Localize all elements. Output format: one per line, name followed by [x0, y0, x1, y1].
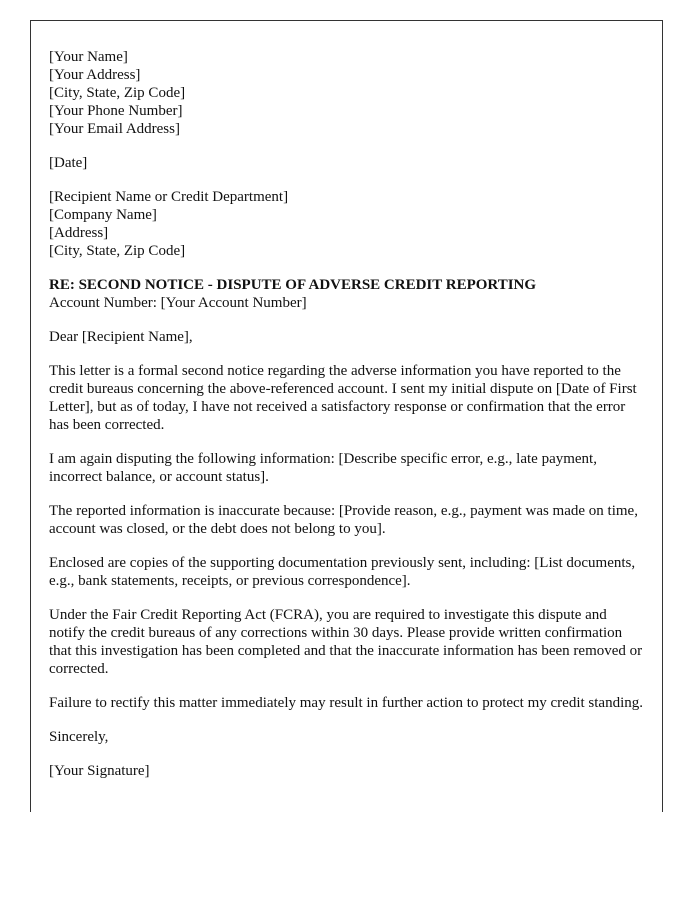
- subject-line: RE: SECOND NOTICE - DISPUTE OF ADVERSE CREDIT REPORTING: [49, 277, 537, 293]
- sender-block: [49, 48, 644, 138]
- sender-phone: [Your Phone Number]: [49, 103, 183, 119]
- sender-address: [Your Address]: [49, 67, 141, 83]
- body-paragraph: Under the Fair Credit Reporting Act (FCRA), you are required to investigate this dispute and notify the credit bureaus of any corrections within 30 days. Please provide written confirmation that this investigation has been completed and that the inaccurate information has been removed or corrected.: [49, 607, 643, 677]
- sender-name: [Your Name]: [49, 49, 128, 65]
- letter-page: [30, 20, 663, 812]
- body-paragraph: Enclosed are copies of the supporting documentation previously sent, including: [List documents, e.g., bank statements, receipts, or previous correspondence].: [49, 555, 636, 589]
- sender-email: [Your Email Address]: [49, 121, 180, 137]
- salutation: Dear [Recipient Name],: [49, 329, 193, 345]
- closing: Sincerely,: [49, 729, 109, 745]
- recipient-city: [City, State, Zip Code]: [49, 243, 186, 259]
- letter-date: [Date]: [49, 155, 88, 171]
- body-paragraph: This letter is a formal second notice regarding the adverse information you have reported to the credit bureaus concerning the above-referenced account. I sent my initial dispute on [Date of First Letter], but as of today, I have not received a satisfactory response or confirmation that the error has been corrected.: [49, 363, 637, 433]
- account-number: Account Number: [Your Account Number]: [49, 295, 307, 311]
- body-paragraph: I am again disputing the following information: [Describe specific error, e.g., late payment, incorrect balance, or account status].: [49, 451, 597, 485]
- sender-city: [City, State, Zip Code]: [49, 85, 186, 101]
- recipient-block: [49, 188, 644, 260]
- recipient-company: [Company Name]: [49, 207, 157, 223]
- body-paragraph: The reported information is inaccurate because: [Provide reason, e.g., payment was made on time, account was closed, or the debt does not belong to you].: [49, 503, 638, 537]
- recipient-address: [Address]: [49, 225, 109, 241]
- signature: [Your Signature]: [49, 763, 150, 779]
- body-paragraph: Failure to rectify this matter immediately may result in further action to protect my credit standing.: [49, 695, 643, 711]
- recipient-name: [Recipient Name or Credit Department]: [49, 189, 289, 205]
- subject-block: [49, 276, 644, 312]
